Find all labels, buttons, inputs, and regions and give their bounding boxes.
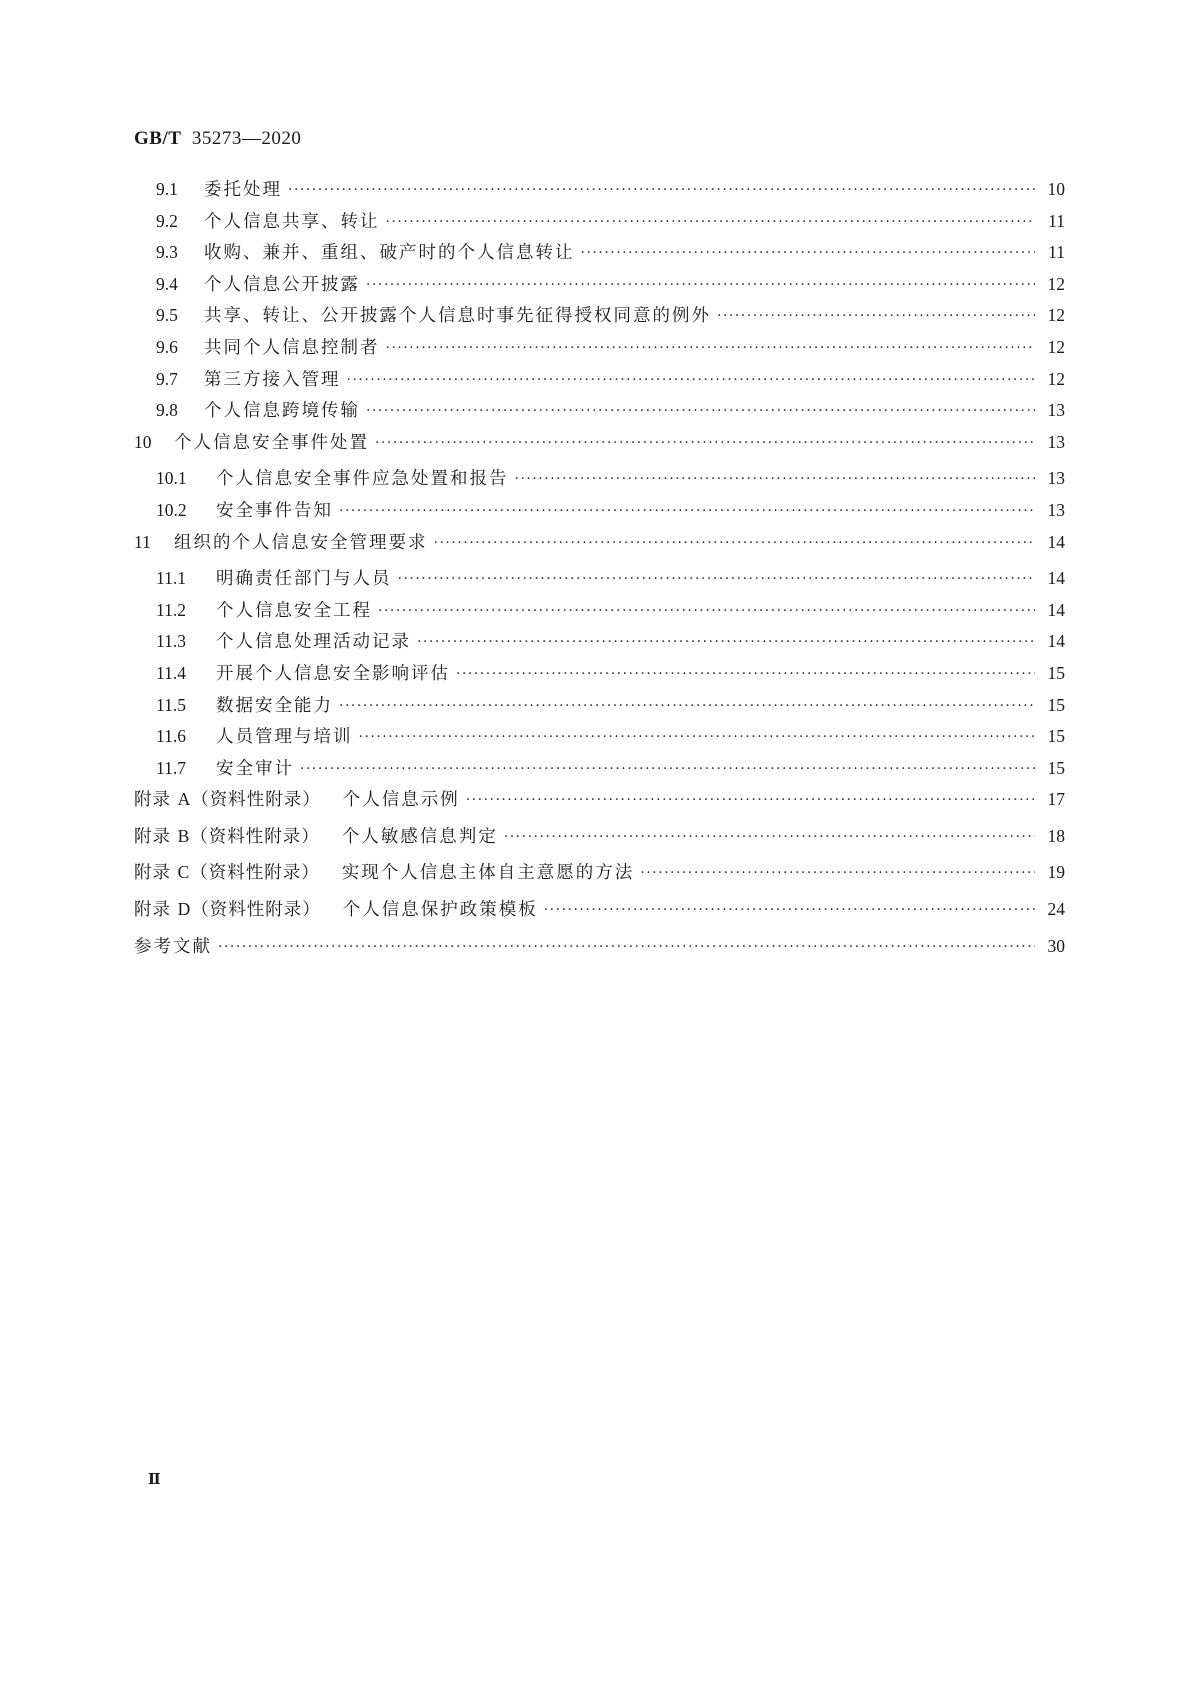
toc-number: 9.2 [156, 210, 178, 231]
toc-entry-10[interactable] [134, 429, 1065, 466]
standard-code: GB/T [134, 128, 182, 149]
toc-entry-10-2[interactable] [134, 497, 1065, 529]
dot-leader [378, 603, 1035, 619]
toc-title: 个人信息处理活动记录 [216, 632, 411, 653]
toc-entry-11-2[interactable] [134, 597, 1065, 629]
toc-page-number: 19 [1047, 862, 1065, 883]
toc-entry-9-4[interactable] [134, 271, 1065, 303]
toc-entry-11-1[interactable] [134, 565, 1065, 597]
toc-title: 参考文献 [134, 936, 212, 957]
dot-leader [466, 792, 1035, 808]
toc-page-number: 24 [1047, 899, 1065, 920]
toc-page-number: 13 [1047, 468, 1065, 489]
appendix-kind: （资料性附录） [190, 826, 320, 847]
toc-title: 第三方接入管理 [204, 369, 341, 390]
toc-entry-11-5[interactable] [134, 692, 1065, 724]
toc-entry-appendix-c[interactable] [134, 859, 1065, 896]
dot-leader [339, 698, 1035, 714]
dot-leader [366, 277, 1035, 293]
toc-page-number: 30 [1047, 935, 1065, 956]
dot-leader [398, 571, 1036, 587]
toc-title: 实现个人信息主体自主意愿的方法 [341, 863, 635, 884]
toc-page-number: 13 [1047, 400, 1065, 421]
appendix-label [134, 896, 321, 921]
toc-page-number: 14 [1047, 531, 1065, 552]
toc-title: 个人信息示例 [342, 790, 460, 811]
toc-title: 安全审计 [216, 758, 294, 779]
dot-leader [544, 902, 1035, 918]
toc-number: 9.8 [156, 400, 178, 421]
dot-leader [359, 729, 1036, 745]
appendix-letter: D [177, 899, 192, 920]
toc-number: 10.2 [156, 499, 187, 520]
toc-page-number: 14 [1047, 631, 1065, 652]
toc-page-number: 15 [1047, 662, 1065, 683]
toc-number: 9.6 [156, 336, 178, 357]
dot-leader [386, 340, 1036, 356]
toc-entry-appendix-a[interactable] [134, 786, 1065, 823]
toc-number: 10.1 [156, 468, 187, 489]
dot-leader [300, 761, 1035, 777]
toc-entry-references[interactable] [134, 933, 1065, 970]
toc-number: 11 [134, 531, 151, 552]
dot-leader [640, 865, 1035, 881]
toc-number: 9.7 [156, 368, 178, 389]
toc-entry-11-7[interactable] [134, 755, 1065, 787]
dot-leader [366, 403, 1035, 419]
toc-entry-9-1[interactable] [134, 176, 1065, 208]
dot-leader [515, 471, 1036, 487]
dot-leader [339, 503, 1035, 519]
toc-page-number: 11 [1048, 210, 1065, 231]
dot-leader [581, 245, 1036, 261]
toc-page-number: 13 [1047, 499, 1065, 520]
dot-leader [347, 372, 1036, 388]
toc-title: 收购、兼并、重组、破产时的个人信息转让 [204, 243, 575, 264]
toc-page-number: 12 [1047, 273, 1065, 294]
toc-title: 个人信息公开披露 [204, 274, 360, 295]
toc-page-number: 10 [1047, 179, 1065, 199]
toc-title: 个人信息保护政策模板 [342, 900, 538, 921]
toc-entry-9-6[interactable] [134, 334, 1065, 366]
toc-title: 明确责任部门与人员 [216, 569, 392, 590]
toc-entry-9-8[interactable] [134, 397, 1065, 429]
toc-page-number: 18 [1047, 825, 1065, 846]
toc-title: 共享、转让、公开披露个人信息时事先征得授权同意的例外 [204, 306, 711, 327]
toc-page-number: 14 [1047, 599, 1065, 620]
dot-leader [218, 939, 1035, 955]
appendix-label [134, 786, 321, 811]
appendix-prefix: 附录 [134, 863, 171, 884]
standard-number: 35273—2020 [191, 128, 302, 149]
toc-number: 9.5 [156, 305, 178, 326]
toc-page-number: 15 [1047, 757, 1065, 778]
appendix-kind: （资料性附录） [191, 790, 321, 811]
appendix-label [134, 823, 320, 848]
toc-title: 个人信息安全事件应急处置和报告 [216, 469, 509, 490]
toc-page-number: 12 [1047, 305, 1065, 326]
toc-title: 个人信息跨境传输 [204, 401, 360, 422]
appendix-label [134, 859, 320, 884]
toc-number: 11.1 [156, 568, 186, 589]
toc-title: 人员管理与培训 [216, 727, 353, 748]
toc-title: 共同个人信息控制者 [204, 337, 380, 358]
toc-title: 组织的个人信息安全管理要求 [174, 532, 428, 553]
appendix-letter: B [177, 825, 191, 846]
standard-header [134, 128, 301, 150]
toc-page-number: 12 [1047, 368, 1065, 389]
dot-leader [456, 666, 1035, 682]
toc-title: 安全事件告知 [216, 500, 333, 521]
toc-number: 11.3 [156, 631, 186, 652]
toc-number: 11.6 [156, 726, 186, 747]
toc-title: 开展个人信息安全影响评估 [216, 663, 450, 684]
toc-entry-11[interactable] [134, 529, 1065, 566]
toc-entry-11-4[interactable] [134, 660, 1065, 692]
toc-page-number: 15 [1047, 726, 1065, 747]
toc-number: 9.1 [156, 179, 178, 199]
toc-title: 个人敏感信息判定 [341, 826, 498, 847]
toc-title: 个人信息安全事件处置 [174, 432, 369, 453]
toc-number: 11.5 [156, 694, 186, 715]
dot-leader [288, 182, 1035, 198]
appendix-prefix: 附录 [134, 826, 171, 847]
toc-title: 数据安全能力 [216, 695, 333, 716]
toc-entry-appendix-b[interactable] [134, 823, 1065, 860]
appendix-kind: （资料性附录） [190, 863, 320, 884]
toc-page-number: 12 [1047, 336, 1065, 357]
footer-page-number: Ⅱ [148, 1472, 161, 1488]
appendix-letter: A [177, 789, 192, 810]
table-of-contents [134, 176, 1065, 969]
toc-title: 委托处理 [204, 180, 282, 200]
dot-leader [504, 829, 1035, 845]
toc-title: 个人信息安全工程 [216, 600, 372, 621]
toc-entry-9-2[interactable] [134, 208, 1065, 240]
dot-leader [386, 214, 1036, 230]
toc-entry-11-3[interactable] [134, 628, 1065, 660]
toc-number: 9.4 [156, 273, 178, 294]
toc-title: 个人信息共享、转让 [204, 211, 380, 232]
appendix-letter: C [177, 862, 191, 883]
toc-number: 11.7 [156, 757, 186, 778]
toc-page-number: 13 [1047, 431, 1065, 452]
dot-leader [375, 435, 1035, 451]
appendix-prefix: 附录 [134, 900, 171, 921]
dot-leader [434, 535, 1036, 551]
toc-entry-appendix-d[interactable] [134, 896, 1065, 933]
toc-page-number: 11 [1048, 242, 1065, 263]
toc-entry-9-7[interactable] [134, 366, 1065, 398]
appendix-prefix: 附录 [134, 790, 171, 811]
toc-entry-10-1[interactable] [134, 465, 1065, 497]
appendix-kind: （资料性附录） [191, 900, 321, 921]
toc-number: 10 [134, 431, 152, 452]
toc-page-number: 14 [1047, 568, 1065, 589]
toc-entry-9-5[interactable] [134, 302, 1065, 334]
toc-entry-11-6[interactable] [134, 723, 1065, 755]
toc-page-number: 15 [1047, 694, 1065, 715]
toc-number: 9.3 [156, 242, 178, 263]
toc-number: 11.2 [156, 599, 186, 620]
dot-leader [717, 308, 1035, 324]
toc-entry-9-3[interactable] [134, 239, 1065, 271]
dot-leader [417, 634, 1035, 650]
toc-page-number: 17 [1047, 789, 1065, 810]
toc-number: 11.4 [156, 662, 186, 683]
